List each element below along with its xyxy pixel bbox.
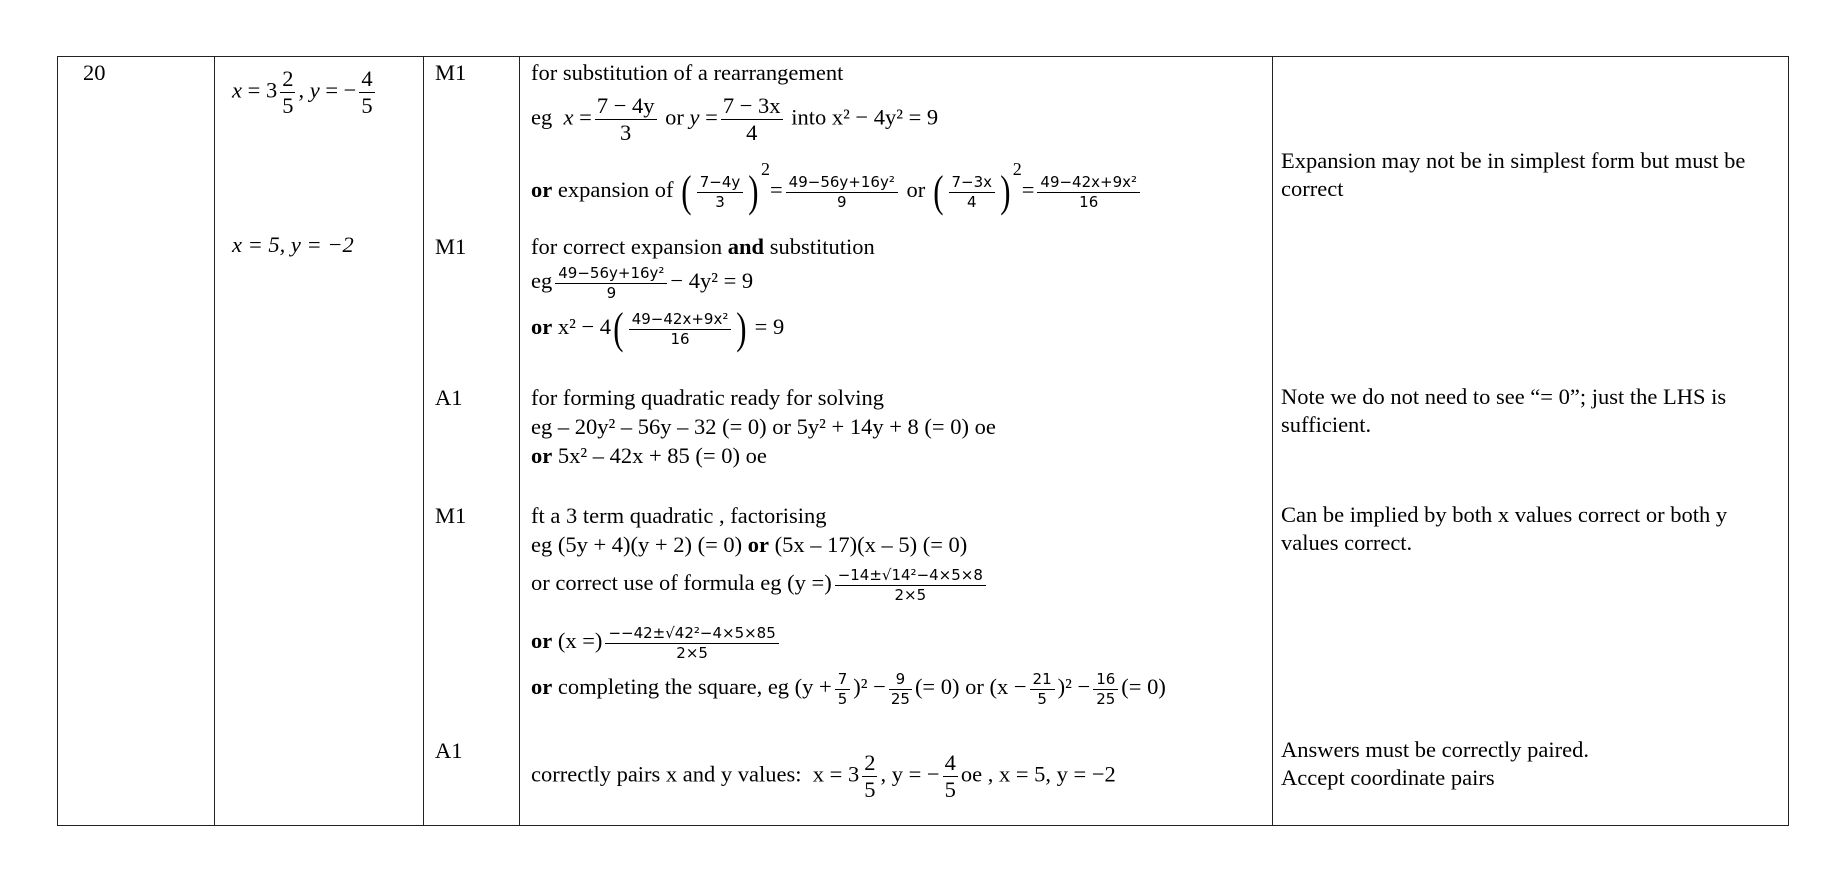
guidance-note: Expansion may not be in simplest form but must be correct	[1281, 148, 1746, 201]
working-line: or completing the square, eg (y + $\frac{7}{5}$ )² − $\frac{9}{25}$ (= 0) or (x − $\frac{21}{5}$ )² − $\frac{16}{25}$ (= 0)	[531, 670, 1166, 708]
working-line: for correct expansion and substitution	[531, 234, 875, 259]
mark-code: M1	[435, 234, 467, 259]
answer-2: x = 5, y = −2	[232, 232, 354, 257]
guidance-note: Can be implied by both x values correct or both y values correct.	[1281, 502, 1728, 555]
working-line: ft a 3 term quadratic , factorising	[531, 503, 827, 528]
working-line: for substitution of a rearrangement	[531, 60, 844, 85]
working-line: eg (5y + 4)(y + 2) (= 0) or (5x – 17)(x – 5) (= 0)	[531, 532, 968, 557]
column-divider	[1272, 57, 1273, 825]
guidance-note: Answers must be correctly paired. Accept coordinate pairs	[1281, 737, 1590, 790]
mark-code: M1	[435, 60, 467, 85]
column-divider	[519, 57, 520, 825]
working-line: or x² − 4( $\frac{\text{49−42x+9x²}}{16}$ ) = 9	[531, 304, 785, 353]
working-line: eg x = $\frac{7 - 4y}{3}$ or y = $\frac{7 - 3x}{4}$ into x² − 4y² = 9	[531, 93, 939, 145]
question-number: 20	[83, 60, 106, 85]
working-line: for forming quadratic ready for solving	[531, 385, 885, 410]
mark-code: A1	[435, 738, 463, 763]
working-line: or 5x² – 42x + 85 (= 0) oe	[531, 443, 767, 468]
working-line: or correct use of formula eg (y =) $\frac{\text{−14±√14²−4×5×8}}{2\times 5}$	[531, 566, 989, 604]
working-line: or expansion of ( $\frac{7-4y}{3}$ ) $^2$= $\frac{\text{49−56y+16y²}}{9}$ or ( $\frac{7-3x}{4}$ ) $^2$= $\frac{\text{49−42x+9x²}}{16}$	[531, 156, 1143, 214]
working-line: eg – 20y² – 56y – 32 (= 0) or 5y² + 14y + 8 (= 0) oe	[531, 414, 996, 439]
column-divider	[214, 57, 215, 825]
column-divider	[423, 57, 424, 825]
mark-code: M1	[435, 503, 467, 528]
mark-code: A1	[435, 385, 463, 410]
working-line: correctly pairs x and y values: x = 3 $\frac{2}{5}$ , y = − $\frac{4}{5}$ oe , x = 5, y = −2	[531, 750, 1116, 802]
answer-1: x = 3 $\frac{2}{5}$ , y = − $\frac{4}{5}$	[232, 66, 373, 118]
guidance-note: Note we do not need to see “= 0”; just the LHS is sufficient.	[1281, 384, 1727, 437]
working-line: or (x =) $\frac{\text{−−42±√42²−4×5×85}}{2\times 5}$	[531, 624, 782, 662]
working-line: eg $\frac{\text{49−56y+16y²}}{9}$ − 4y² = 9	[531, 264, 754, 302]
